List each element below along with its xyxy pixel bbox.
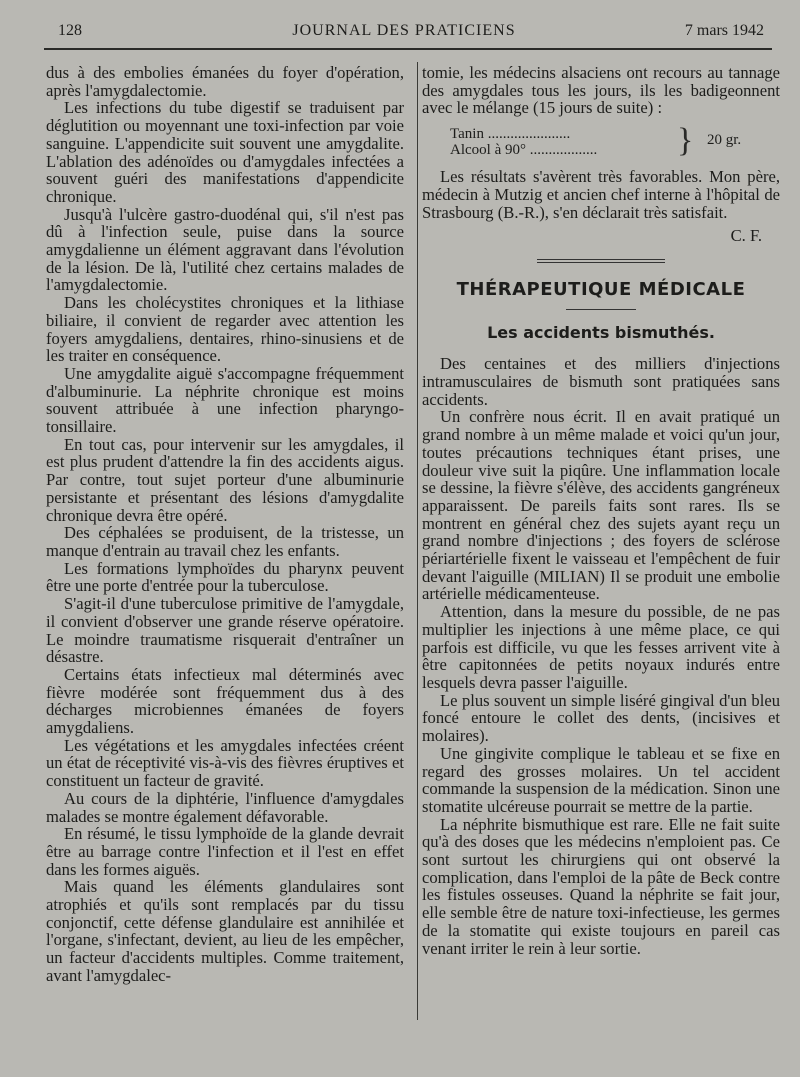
recipe-quantity: 20 gr. — [707, 132, 742, 149]
paragraph: Mais quand les éléments glandulaires sont atrophiés et qu'ils sont remplacés par du tissu conjonctif, cette défense glandulaire est annihilée et l'organe, s'infectant, devient, au lieu de les empêcher, un facteur d'accidents multiples. Comme traitement, avant l'amygdalec- — [46, 877, 404, 985]
paragraph: dus à des embolies émanées du foyer d'opération, après l'amygdalectomie. — [46, 63, 404, 100]
right-column — [422, 64, 780, 957]
recipe-formula — [422, 120, 780, 164]
section-title: THÉRAPEUTIQUE MÉDICALE — [456, 278, 746, 300]
article-title: Les accidents bismuthés. — [487, 322, 715, 342]
paragraph: En tout cas, pour intervenir sur les amygdales, il est plus prudent d'attendre la fin des accidents aigus. Par contre, tout sujet porteur d'une albuminurie persistante et présentant des lésions d'amygdalite chronique devra être opéré. — [46, 434, 404, 525]
journal-title: JOURNAL DES PRATICIENS — [292, 22, 516, 39]
double-rule — [537, 259, 665, 263]
paragraph: Les résultats s'avèrent très favorables. Mon père, médecin à Mutzig et ancien chef interne à l'hôpital de Strasbourg (B.-R.), s'en déclarait très satisfait. — [422, 167, 780, 222]
issue-date: 7 mars 1942 — [684, 22, 764, 39]
paragraph: tomie, les médecins alsaciens ont recours au tannage des amygdales tous les jours, ils les badigeonnent avec le mélange (15 jours de suite) : — [422, 63, 780, 118]
paragraph: Au cours de la diphtérie, l'influence d'amygdales malades se montre également défavorable. — [46, 788, 404, 826]
paragraph: Jusqu'à l'ulcère gastro-duodénal qui, s'il n'est pas dû à l'infection seule, puise dans la source amygdalienne un élément aggravant dans l'évolution de la lésion. De là, l'utilité chez certains malades de l'amygdalectomie. — [46, 204, 404, 295]
paragraph: S'agit-il d'une tuberculose primitive de l'amygdale, il convient d'observer une grande réserve opératoire. Le moindre traumatisme risquerait d'entraîner un désastre. — [46, 594, 404, 667]
header-rule — [44, 48, 772, 50]
column-divider — [417, 62, 418, 1020]
left-column — [46, 64, 404, 985]
recipe-line-tanin: Tanin ...................... — [450, 126, 571, 143]
paragraph: Des céphalées se produisent, de la tristesse, un manque d'entrain au travail chez les enfants. — [46, 523, 404, 560]
paragraph: Attention, dans la mesure du possible, de ne pas multiplier les injections à une même place, ce qui parfois est difficile, vu que les fesses arrivent vite à être capitonnées de petits noyaux indurés entre lesquels devra passer l'aiguille. — [422, 602, 780, 692]
brace-icon: } — [677, 122, 694, 160]
paragraph: Le plus souvent un simple liséré gingival d'un bleu foncé entoure le collet des dents, (incisives et molaires). — [422, 690, 780, 746]
author-signature: C. F. — [730, 226, 762, 246]
paragraph: Certains états infectieux mal déterminés avec fièvre modérée sont fréquemment dus à des décharges microbiennes émanées de foyers amygdaliens. — [46, 664, 404, 738]
paragraph: Une amygdalite aiguë s'accompagne fréquemment d'albuminurie. La néphrite chronique est moins souvent attribuée à une infection pharyngo-tonsillaire. — [46, 363, 404, 437]
paragraph: Dans les cholécystites chroniques et la lithiase biliaire, il convient de regarder avec attention les foyers amygdaliens, dentaires, rhino-sinusiens et de les traiter en conséquence. — [46, 293, 404, 366]
recipe-line-alcool: Alcool à 90° .................. — [450, 142, 598, 159]
page-header — [44, 22, 764, 46]
paragraph: Des centaines et des milliers d'injections intramusculaires de bismuth sont pratiquées sans accidents. — [422, 354, 780, 409]
paragraph: La néphrite bismuthique est rare. Elle ne fait suite qu'à des doses que les médecins n'emploient pas. Ce sont surtout les chirurgiens qui ont observé la complication, dans l'emploi de la pâte de Beck contre les fistules osseuses. Quand la néphrite se fait jour, elle semble être de nature toxi-infectieuse, les germes de la stomatite qui existe toujours en pareil cas venant irriter le rein à leur sortie. — [422, 814, 780, 958]
paragraph: Un confrère nous écrit. Il en avait pratiqué un grand nombre à un même malade et voici qu'un jour, toutes précautions techniques étant prises, une douleur vive suit la piqûre. Une inflammation locale se dessine, la fièvre s'élève, des accidents gangréneux apparaissent. De pareils faits sont rares. Ils se montrent en général chez des sujets ayant reçu un grand nombre d'injections ; des foyers de sclérose périartérielle fixent le vaisseau et l'empêchent de fuir devant l'aiguille (MILIAN) Il se produit une embolie artérielle médicamenteuse. — [422, 407, 780, 604]
page-number: 128 — [58, 22, 82, 39]
paragraph: Les formations lymphoïdes du pharynx peuvent être une porte d'entrée pour la tuberculose. — [46, 558, 404, 596]
section-rule — [566, 309, 636, 310]
paragraph: Une gingivite complique le tableau et se fixe en regard des grosses molaires. Un tel accident commande la suspension de la médication. Sinon une stomatite ulcéreuse pourrait se mettre de la partie. — [422, 743, 780, 816]
paragraph: Les végétations et les amygdales infectées créent un état de réceptivité vis-à-vis des fièvres éruptives et constituent un facteur de gravité. — [46, 735, 404, 791]
paragraph: Les infections du tube digestif se traduisent par déglutition ou moyennant une toxi-infection par voie sanguine. L'appendicite suit souvent une amygdalite. L'ablation des adénoïdes ou d'amygdales infectées a souvent guéri des manifestations d'appendicite chronique. — [46, 98, 404, 206]
paragraph: En résumé, le tissu lymphoïde de la glande devrait être au barrage contre l'infection et il l'est en effet dans les formes aiguës. — [46, 824, 404, 879]
